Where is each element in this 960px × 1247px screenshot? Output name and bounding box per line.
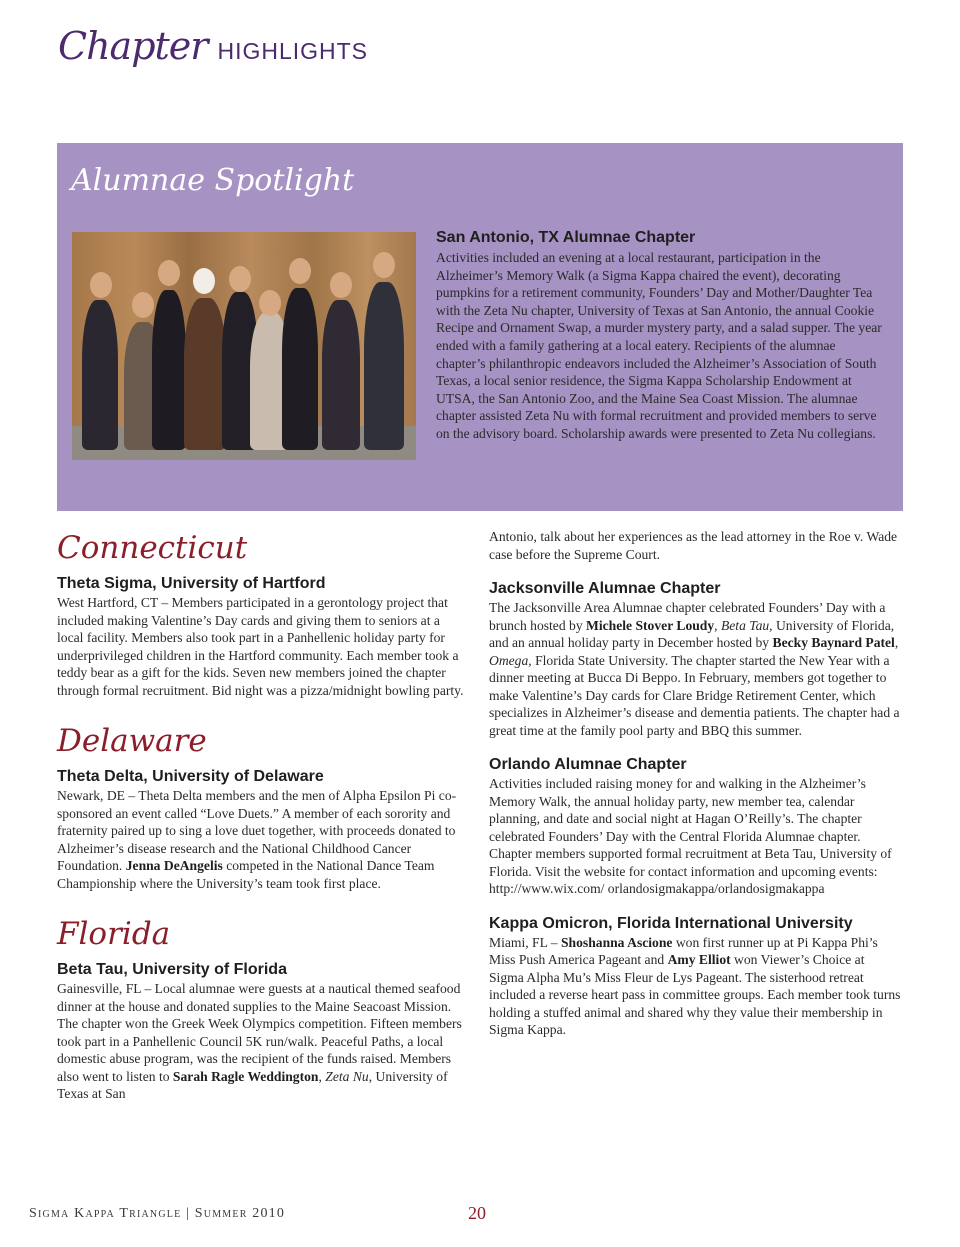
member-name: Becky Baynard Patel [772,635,895,650]
body-text: , University of Texas at San [57,1068,448,1101]
article-body [57,787,469,892]
chapter-name: Omega [489,652,529,668]
chapter-name: Beta Tau [720,617,770,633]
body-text: , Florida State University. The chapter started the New Year with a dinner meeting at Bucca Di Beppo. In February, members got together to make Valentine’s Day cards for Clare Bridge Retirement Center, which specializes in Alzheimer’s disease and dementia patients. The chapter had a great time at the family pool party and BBQ this summer. [489,652,900,738]
member-name: Michele Stover Loudy [586,617,715,633]
body-text: Gainesville, FL – Local alumnae were guests at a nautical themed seafood dinner at the house and donated supplies to the Maine Seacoast Mission. The chapter won the Greek Week Olympics competition. Fifteen members took part in a Panhellenic Council 5K run/walk. Peaceful Paths, a local domestic abuse program, was the recipient of the funds raised. Members also went to listen to [57,981,462,1084]
article-beta-tau [57,960,469,1103]
right-column [489,528,901,1039]
photo-head [132,292,154,318]
body-text: competed in the National Dance Team Championship where the University’s team took first place. [57,858,435,891]
member-name: Shoshanna Ascione [561,934,673,950]
article-beta-tau-continued [489,528,901,563]
photo-head [193,268,215,294]
article-title: Theta Delta, University of Delaware [57,768,324,785]
separator: , [318,1068,326,1084]
member-name: Amy Elliot [667,952,731,967]
header-script-word: Chapter [58,24,208,68]
article-jacksonville [489,579,901,739]
article-title: Orlando Alumnae Chapter [489,756,687,773]
photo-person [82,300,118,450]
member-name: Jenna DeAngelis [125,858,223,873]
alumnae-spotlight-panel [57,143,903,511]
chapter-name: Zeta Nu [325,1068,369,1084]
photo-head [289,258,311,284]
footer-publication: Sigma Kappa Triangle | Summer 2010 [29,1206,286,1221]
spotlight-article-body: Activities included an evening at a local restaurant, participation in the Alzheimer’s Memory Walk (a Sigma Kappa chaired the event), decorating pumpkins for a retirement community, Founders’ Day and Mother/Daughter Tea with the Zeta Nu chapter, University of Texas at San Antonio, the annual Cookie Recipe and Ornament Swap, a murder mystery party, and a salad supper. The year ended with a family gathering at a local eatery. Recipients of the alumnae chapter’s philanthropic endeavors included the Alzheimer’s Association of South Texas, a local senior residence, the Sigma Kappa Scholarship Endowment at UTSA, the San Antonio Zoo, and the Maine Sea Coast Mission. The alumnae chapter assisted Zeta Nu with formal recruitment and provided members to serve on the advisory board. Scholarship awards were presented to Zeta Nu collegians. [436,250,882,441]
body-text: Newark, DE – Theta Delta members and the men of Alpha Epsilon Pi co-sponsored an event called “Love Duets.” A member of each sorority and fraternity paired up to sing a love duet together, with proceeds donated to Alzheimer’s disease research and the National Childhood Cancer Foundation. [57,788,457,873]
photo-person [364,282,404,450]
header-caps-word: HIGHLIGHTS [217,38,369,64]
body-text: won Viewer’s Choice at Sigma Alpha Mu’s Miss Fleur de Lys Pageant. The sisterhood retreat included a reverse heart pass in committee groups. Each member took turns holding a stuffed animal and shared why they value their membership in Sigma Kappa. [489,952,901,1037]
article-orlando [489,755,901,898]
page-header [58,24,368,94]
left-column [57,528,469,1103]
photo-head [373,252,395,278]
spotlight-article-title: San Antonio, TX Alumnae Chapter [436,229,696,246]
photo-person [322,300,360,450]
photo-person [282,288,318,450]
photo-head [158,260,180,286]
article-theta-sigma [57,574,469,699]
photo-person [152,290,186,450]
article-body [57,980,469,1103]
article-body: West Hartford, CT – Members participated in a gerontology project that included making Valentine’s Day cards and giving them to seniors at a local facility. Members also took part in a Panhellenic holiday party for underprivileged children in the Hartford community. Each member took a teddy bear as a gift for the kids. Seven new members joined the chapter through formal recruitment. Bid night was a pizza/midnight bowling party. [57,595,464,698]
separator: , [894,635,899,650]
body-text: , University of Florida, and an annual holiday party in December hosted by [489,617,895,650]
article-title: Theta Sigma, University of Hartford [57,575,326,592]
spotlight-title: Alumnae Spotlight [71,163,355,198]
body-text: The Jacksonville Area Alumnae chapter celebrated Founders’ Day with a brunch hosted by [489,600,886,633]
article-kappa-omicron [489,914,901,1039]
spotlight-article [436,229,888,443]
state-heading-florida: Florida [57,916,171,952]
photo-head [259,290,281,316]
article-body [489,934,901,1039]
group-photo [72,232,416,460]
article-body [489,599,901,739]
state-heading-connecticut: Connecticut [57,530,248,566]
article-title: Kappa Omicron, Florida International University [489,914,853,932]
photo-person [184,298,226,450]
article-body: Activities included raising money for and walking in the Alzheimer’s Memory Walk, the annual holiday party, new member tea, calendar planning, and date and social night at Hagan O’Reilly’s. The chapter celebrated Founders’ Day with the Central Florida Alumnae chapter. Chapter members supported formal recruitment at Beta Tau, University of Florida. Visit the website for contact information and upcoming events: http://www.wix.com/ orlandosigmakappa/orlandosigmakappa [489,776,892,896]
photo-head [90,272,112,298]
article-theta-delta [57,767,469,892]
state-heading-delaware: Delaware [57,723,207,759]
footer-page-number: 20 [468,1203,486,1223]
article-title: Jacksonville Alumnae Chapter [489,580,721,597]
body-text: Miami, FL – [489,934,561,950]
photo-head [330,272,352,298]
article-title: Beta Tau, University of Florida [57,961,287,978]
body-text: won first runner up at Pi Kappa Phi’s Miss Push America Pageant and [489,934,878,967]
separator: , [714,617,721,633]
member-name: Sarah Ragle Weddington [172,1068,319,1084]
article-body-continued: Antonio, talk about her experiences as the lead attorney in the Roe v. Wade case before the Supreme Court. [489,529,898,562]
photo-head [229,266,251,292]
